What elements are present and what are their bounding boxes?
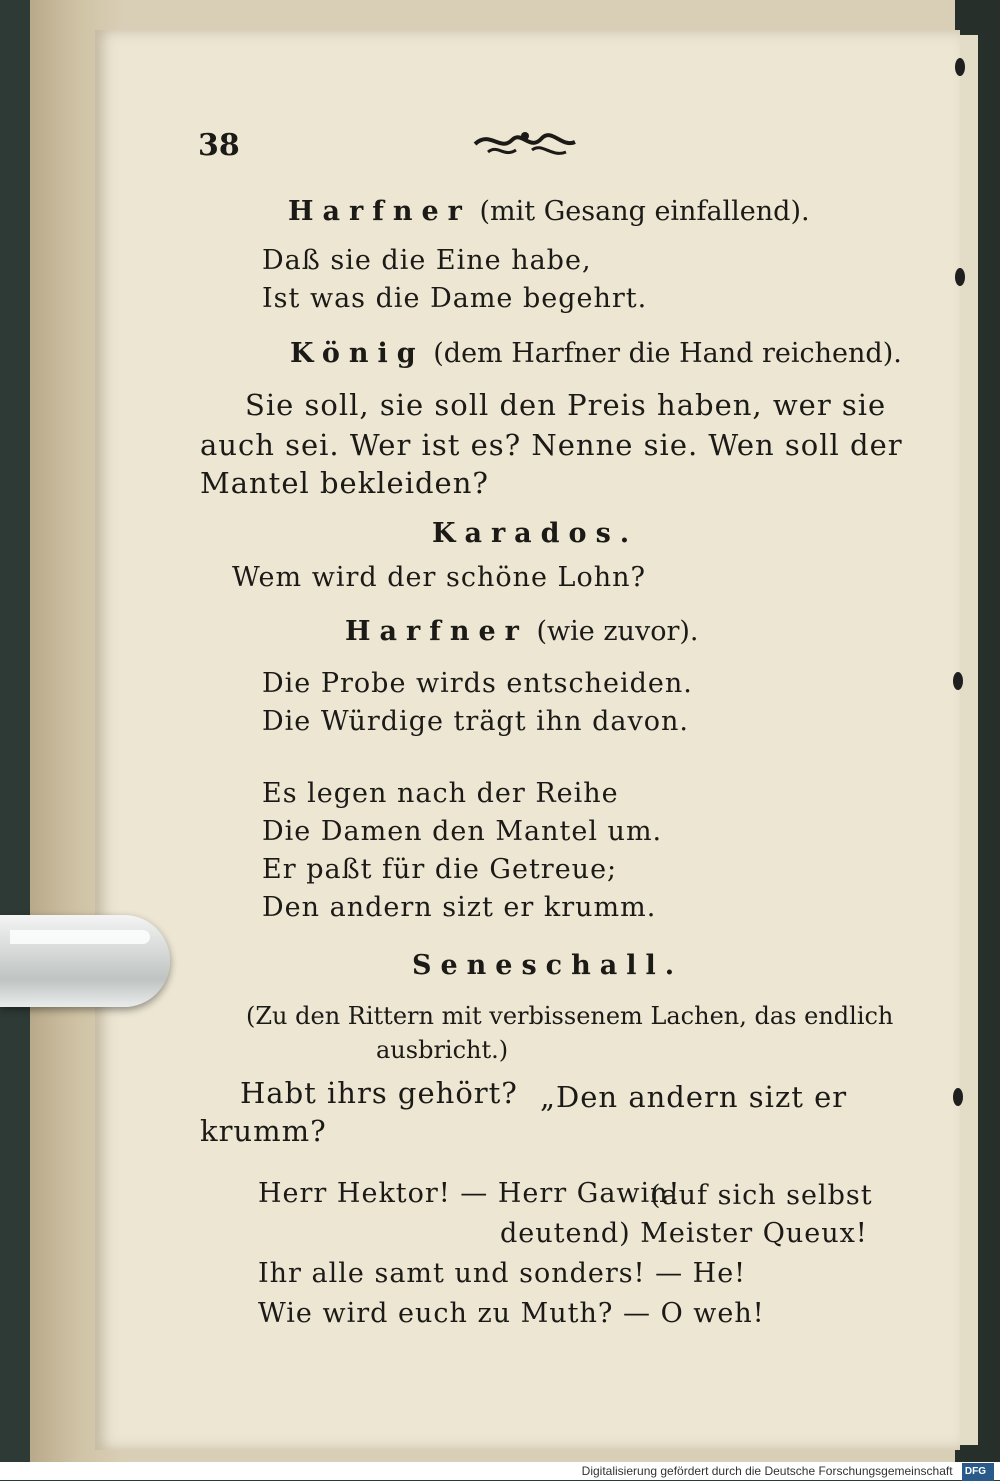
speaker-heading [345, 616, 698, 647]
speaker-heading [290, 338, 902, 369]
verse-line: Herr Hektor! — Herr Gawin! [258, 1178, 681, 1209]
speaker-heading [432, 518, 638, 549]
stage-direction: (wie zuvor). [536, 616, 699, 647]
speaker-name: Harfner [288, 196, 471, 227]
verse-line: Ihr alle samt und sonders! — He! [258, 1258, 747, 1289]
stage-direction: (dem Harfner die Hand reichend). [433, 338, 902, 369]
footer-credit: Digitalisierung gefördert durch die Deutsche Forschungsgemeinschaft [581, 1464, 953, 1478]
footer-bar [0, 1462, 1000, 1480]
verse-line: Die Damen den Mantel um. [262, 816, 663, 847]
stage-direction: (Zu den Rittern mit verbissenem Lachen, das endlich [246, 1002, 894, 1030]
page-clip [0, 915, 170, 1007]
verse-line: (auf sich selbst [650, 1180, 873, 1211]
verse-line: Daß sie die Eine habe, [262, 245, 592, 276]
verse-line: Den andern sizt er krumm. [262, 892, 657, 923]
dfg-logo[interactable] [962, 1463, 994, 1481]
verse-line: Wem wird der schöne Lohn? [232, 562, 646, 593]
prose-line: auch sei. Wer ist es? Nenne sie. Wen soll der [200, 428, 903, 462]
speaker-heading [412, 950, 683, 981]
prose-line: „Den andern sizt er [540, 1080, 848, 1114]
speaker-heading [288, 196, 810, 227]
verse-line: Die Probe wirds entscheiden. [262, 668, 693, 699]
verse-line: Er paßt für die Getreue; [262, 854, 618, 885]
thread-mark [955, 268, 965, 286]
thread-mark [953, 1088, 963, 1106]
dfg-logo-text: DFG [964, 1465, 986, 1477]
page-number: 38 [198, 128, 240, 163]
verse-line: Wie wird euch zu Muth? — O weh! [258, 1298, 765, 1329]
verse-line: Ist was die Dame begehrt. [262, 283, 648, 314]
speaker-name: Karados. [432, 518, 639, 549]
verse-line: Es legen nach der Reihe [262, 778, 619, 809]
verse-line: deutend) Meister Queux! [500, 1218, 868, 1249]
speaker-name: Harfner [345, 616, 528, 647]
speaker-name: König [290, 338, 425, 369]
verse-line: Die Würdige trägt ihn davon. [262, 706, 689, 737]
prose-line: krumm? [200, 1114, 327, 1148]
thread-mark [955, 58, 965, 76]
prose-line: Mantel bekleiden? [200, 466, 489, 500]
stage-direction: (mit Gesang einfallend). [479, 196, 810, 227]
thread-mark [953, 672, 963, 690]
prose-line: Habt ihrs gehört? [240, 1076, 518, 1110]
page-clip-highlight [10, 930, 150, 944]
vine-ornament-icon [470, 122, 580, 166]
prose-line: Sie soll, sie soll den Preis haben, wer sie [245, 388, 887, 422]
stage-direction: ausbricht.) [376, 1036, 509, 1064]
speaker-name: Seneschall. [412, 950, 684, 981]
